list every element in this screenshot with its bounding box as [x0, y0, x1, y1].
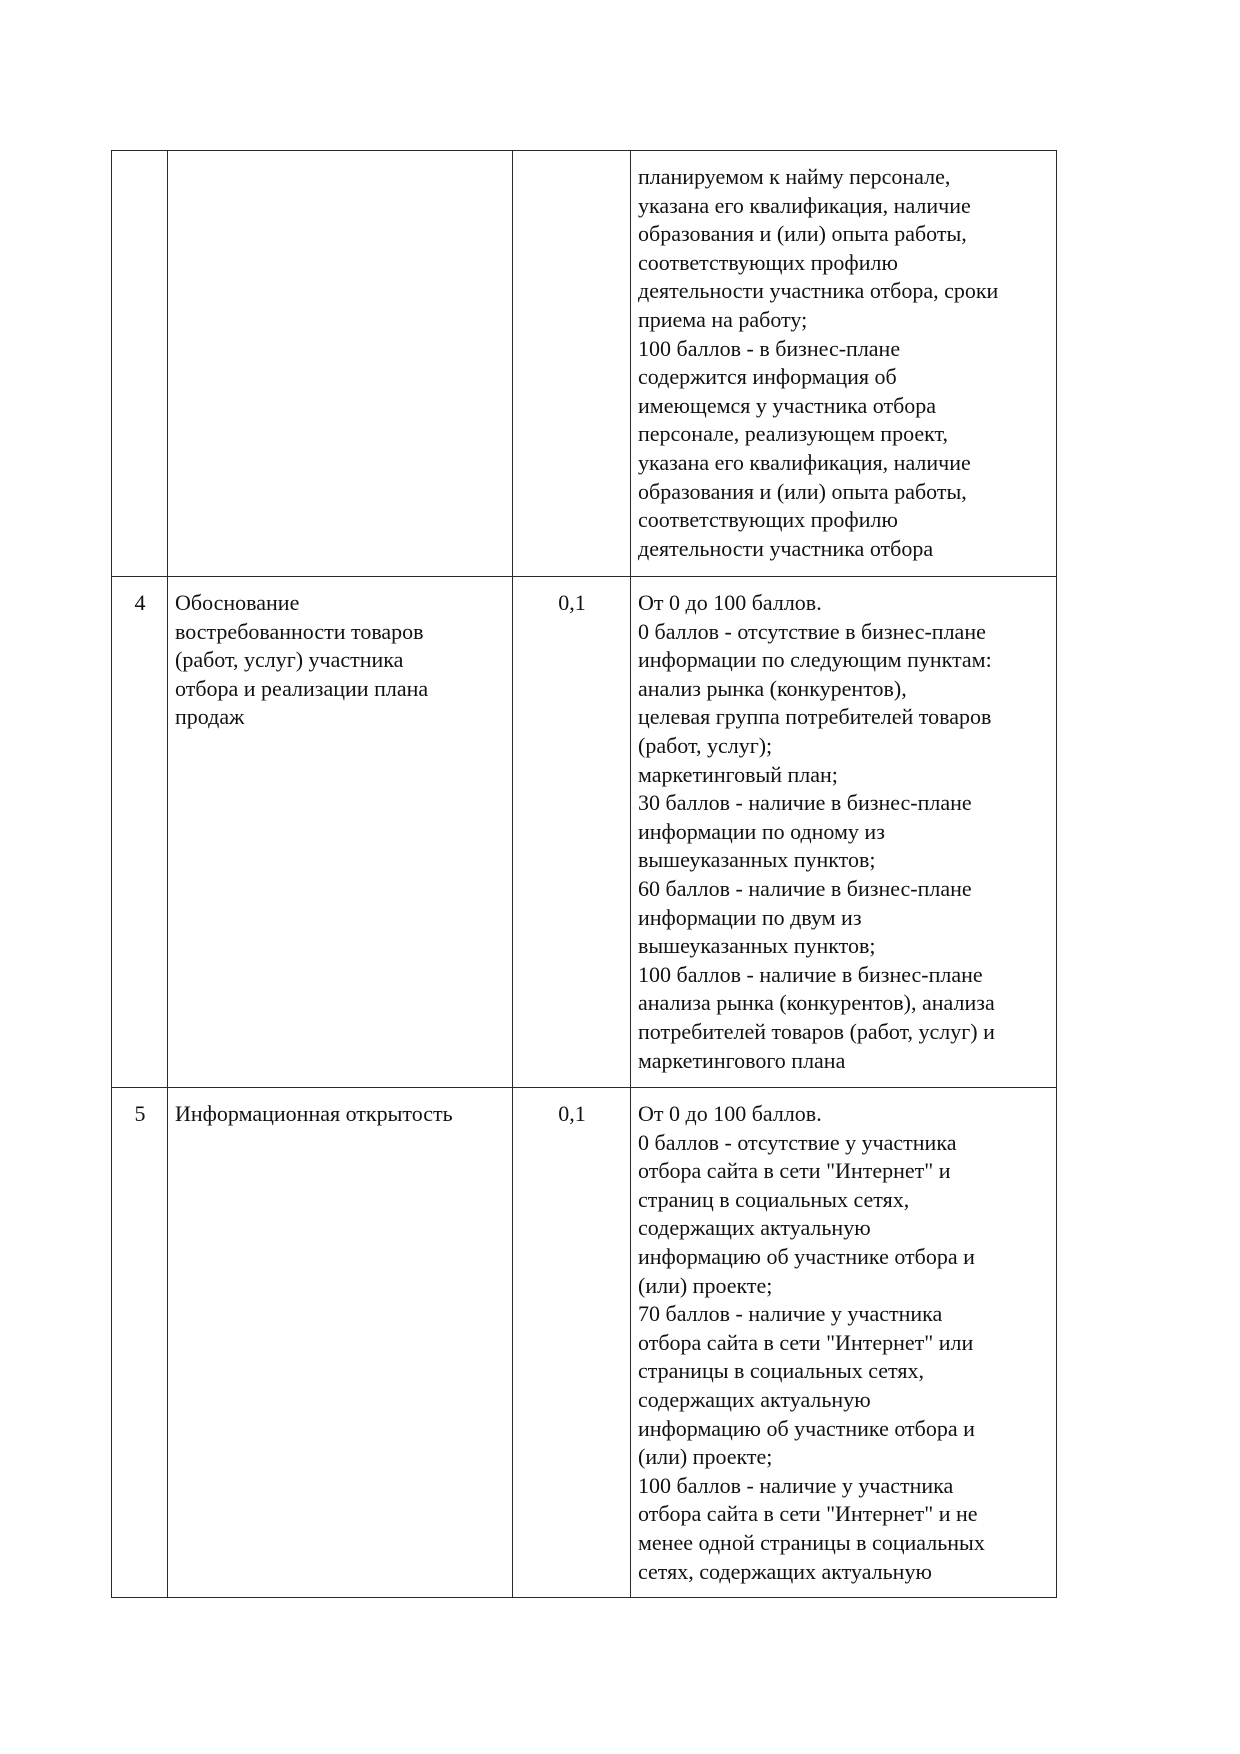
- text-line: указана его квалификация, наличие: [638, 449, 971, 475]
- criterion-number-cell: 5: [112, 1088, 168, 1598]
- text-line: 100 баллов - наличие у участника: [638, 1472, 954, 1498]
- text-line: 70 баллов - наличие у участника: [638, 1301, 943, 1327]
- text-line: страницы в социальных сетях,: [638, 1358, 924, 1384]
- text-line: информации по одному из: [638, 818, 885, 844]
- text-line: 0 баллов - отсутствие в бизнес-плане: [638, 618, 986, 644]
- text-line: От 0 до 100 баллов.: [638, 590, 822, 615]
- text-line: соответствующих профилю: [638, 249, 898, 275]
- text-line: информацию об участнике отбора и: [638, 1243, 975, 1269]
- text-line: От 0 до 100 баллов.: [638, 1101, 822, 1126]
- text-line: информации по двум из: [638, 904, 862, 930]
- text-line: деятельности участника отбора, сроки: [638, 278, 999, 304]
- text-line: планируемом к найму персонале,: [638, 164, 951, 189]
- text-line: вышеуказанных пунктов;: [638, 847, 876, 873]
- criteria-table-body: [112, 151, 1057, 1598]
- text-line: отбора сайта в сети "Интернет" и не: [638, 1501, 978, 1527]
- text-line: образования и (или) опыта работы,: [638, 221, 967, 247]
- text-line: потребителей товаров (работ, услуг) и: [638, 1018, 995, 1044]
- text-line: приема на работу;: [638, 306, 808, 332]
- text-line: сетях, содержащих актуальную: [638, 1558, 932, 1584]
- text-line: (или) проекте;: [638, 1272, 773, 1298]
- text-line: образования и (или) опыта работы,: [638, 478, 967, 504]
- criterion-number-cell: [112, 151, 168, 577]
- text-line: Информационная открытость: [175, 1101, 453, 1126]
- text-line: информацию об участнике отбора и: [638, 1415, 975, 1441]
- table-row: [112, 1088, 1057, 1598]
- text-line: целевая группа потребителей товаров: [638, 704, 992, 730]
- text-line: соответствующих профилю: [638, 507, 898, 533]
- text-line: вышеуказанных пунктов;: [638, 933, 876, 959]
- text-line: продаж: [175, 704, 245, 730]
- criteria-table: [111, 150, 1057, 1598]
- criterion-scoring-cell: [631, 577, 1057, 1088]
- text-line: маркетинговый план;: [638, 761, 838, 787]
- text-line: деятельности участника отбора: [638, 535, 934, 561]
- table-row: [112, 151, 1057, 577]
- text-line: отбора и реализации плана: [175, 675, 429, 701]
- text-line: содержащих актуальную: [638, 1215, 871, 1241]
- text-line: персонале, реализующем проект,: [638, 421, 948, 447]
- criterion-scoring-cell: [631, 151, 1057, 577]
- text-line: 100 баллов - наличие в бизнес-плане: [638, 961, 983, 987]
- criterion-name-cell: [168, 151, 513, 577]
- criterion-weight-cell: [513, 151, 631, 577]
- text-line: имеющемся у участника отбора: [638, 392, 937, 418]
- criterion-scoring-cell: [631, 1088, 1057, 1598]
- text-line: отбора сайта в сети "Интернет" и: [638, 1158, 951, 1184]
- text-line: страниц в социальных сетях,: [638, 1186, 910, 1212]
- criterion-number-cell: 4: [112, 577, 168, 1088]
- text-line: (работ, услуг);: [638, 732, 773, 758]
- text-line: Обоснование: [175, 590, 300, 615]
- text-line: информации по следующим пунктам:: [638, 647, 992, 673]
- criterion-weight-cell: 0,1: [513, 577, 631, 1088]
- criterion-name-cell: [168, 577, 513, 1088]
- text-line: маркетингового плана: [638, 1047, 846, 1073]
- text-line: 60 баллов - наличие в бизнес-плане: [638, 875, 972, 901]
- criterion-weight-cell: 0,1: [513, 1088, 631, 1598]
- text-line: (работ, услуг) участника: [175, 647, 404, 673]
- text-line: востребованности товаров: [175, 618, 424, 644]
- text-line: 0 баллов - отсутствие у участника: [638, 1129, 957, 1155]
- text-line: 100 баллов - в бизнес-плане: [638, 335, 901, 361]
- text-line: менее одной страницы в социальных: [638, 1529, 985, 1555]
- text-line: содержащих актуальную: [638, 1386, 871, 1412]
- text-line: анализ рынка (конкурентов),: [638, 675, 907, 701]
- text-line: отбора сайта в сети "Интернет" или: [638, 1329, 974, 1355]
- table-row: [112, 577, 1057, 1088]
- text-line: анализа рынка (конкурентов), анализа: [638, 990, 995, 1016]
- text-line: 30 баллов - наличие в бизнес-плане: [638, 790, 972, 816]
- criterion-name-cell: [168, 1088, 513, 1598]
- text-line: (или) проекте;: [638, 1444, 773, 1470]
- text-line: указана его квалификация, наличие: [638, 192, 971, 218]
- text-line: содержится информация об: [638, 364, 897, 390]
